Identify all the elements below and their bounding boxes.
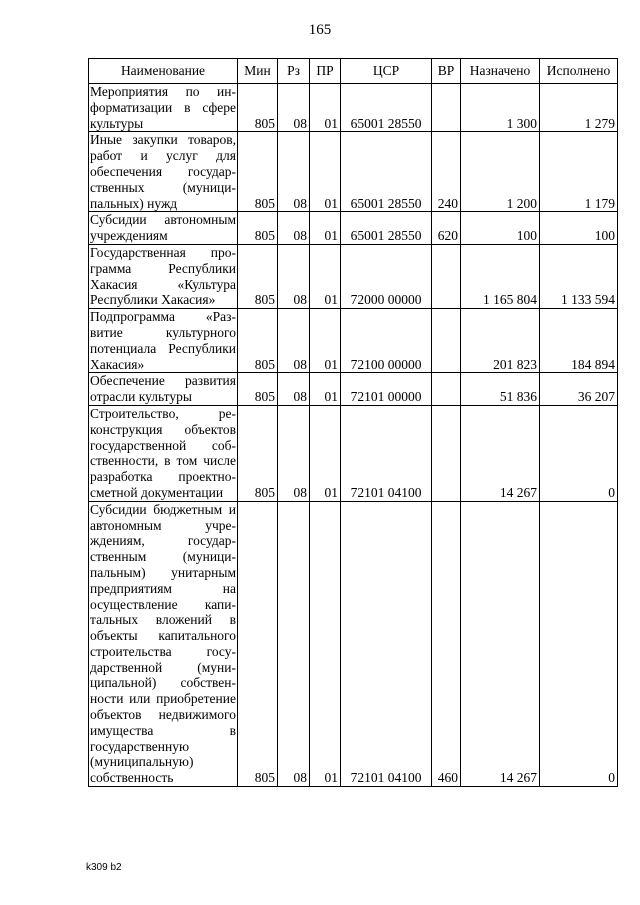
cell-rz: 08 (278, 132, 310, 212)
cell-rz: 08 (278, 501, 310, 786)
footer-code: k309 b2 (86, 862, 122, 873)
cell-vr (432, 405, 461, 501)
column-header-name: Наименование (89, 59, 238, 84)
table-row (89, 212, 618, 245)
cell-name: Субсидии автономным учреждениям (90, 212, 236, 244)
cell-executed: 36 207 (540, 373, 618, 406)
cell-csr: 72101 04100 (341, 405, 432, 501)
cell-min: 805 (238, 373, 278, 406)
cell-vr: 620 (432, 212, 461, 245)
column-header-pr: ПР (310, 59, 341, 84)
column-header-csr: ЦСР (341, 59, 432, 84)
cell-assigned: 51 836 (461, 373, 540, 406)
cell-executed: 100 (540, 212, 618, 245)
cell-pr: 01 (310, 132, 341, 212)
cell-executed: 1 179 (540, 132, 618, 212)
budget-table (88, 58, 618, 787)
table-body (89, 84, 618, 787)
cell-rz: 08 (278, 373, 310, 406)
cell-executed: 1 133 594 (540, 244, 618, 308)
table-row (89, 373, 618, 406)
cell-name: Государственная программа Республики Хакасия «Культура Республики Хакасия» (90, 244, 236, 308)
cell-assigned: 201 823 (461, 309, 540, 373)
column-header-min: Мин (238, 59, 278, 84)
cell-name: Подпрограмма «Развитие культурного потенциала Республики Хакасия» (90, 309, 236, 372)
cell-min: 805 (238, 405, 278, 501)
column-header-rz: Рз (278, 59, 310, 84)
cell-vr (432, 373, 461, 406)
cell-vr: 240 (432, 132, 461, 212)
cell-vr (432, 309, 461, 373)
cell-executed: 1 279 (540, 84, 618, 132)
cell-csr: 72101 00000 (341, 373, 432, 406)
table-row (89, 309, 618, 373)
table-header-row (89, 59, 618, 84)
cell-csr: 72100 00000 (341, 309, 432, 373)
cell-pr: 01 (310, 405, 341, 501)
cell-min: 805 (238, 309, 278, 373)
cell-assigned: 14 267 (461, 405, 540, 501)
table-row (89, 84, 618, 132)
cell-min: 805 (238, 132, 278, 212)
cell-pr: 01 (310, 501, 341, 786)
cell-vr (432, 244, 461, 308)
cell-csr: 65001 28550 (341, 212, 432, 245)
cell-name: Иные закупки товаров, работ и услуг для обеспечения государственных (муниципальных) нужд (90, 132, 236, 211)
cell-rz: 08 (278, 84, 310, 132)
cell-name: Обеспечение развития отрасли культуры (90, 373, 236, 405)
cell-assigned: 100 (461, 212, 540, 245)
cell-csr: 65001 28550 (341, 132, 432, 212)
cell-pr: 01 (310, 309, 341, 373)
cell-vr: 460 (432, 501, 461, 786)
cell-min: 805 (238, 212, 278, 245)
table-row (89, 501, 618, 786)
cell-assigned: 1 300 (461, 84, 540, 132)
cell-pr: 01 (310, 373, 341, 406)
cell-csr: 65001 28550 (341, 84, 432, 132)
cell-assigned: 1 200 (461, 132, 540, 212)
cell-executed: 0 (540, 405, 618, 501)
cell-rz: 08 (278, 244, 310, 308)
column-header-assigned: Назначено (461, 59, 540, 84)
cell-vr (432, 84, 461, 132)
column-header-vr: ВР (432, 59, 461, 84)
cell-min: 805 (238, 84, 278, 132)
cell-csr: 72101 04100 (341, 501, 432, 786)
cell-name: Мероприятия по информатизации в сфере культуры (90, 84, 236, 131)
cell-min: 805 (238, 244, 278, 308)
page-number: 165 (308, 22, 332, 38)
cell-assigned: 14 267 (461, 501, 540, 786)
cell-executed: 0 (540, 501, 618, 786)
cell-rz: 08 (278, 405, 310, 501)
cell-name: Субсидии бюджетным и автономным учреждениям, государственным (муниципальным) унитарным предприятиям на осуществление капитальных вложений в объекты капитального строительства государственной (муниципальной) собственности или приобретение объектов недвижимого имущества в государственную (муниципальную) собственность (90, 501, 236, 786)
cell-assigned: 1 165 804 (461, 244, 540, 308)
cell-pr: 01 (310, 84, 341, 132)
cell-name: Строительство, реконструкция объектов государственной собственности, в том числе разработка проектно-сметной документации (90, 405, 236, 500)
table-row (89, 244, 618, 308)
cell-rz: 08 (278, 309, 310, 373)
cell-min: 805 (238, 501, 278, 786)
cell-pr: 01 (310, 244, 341, 308)
column-header-executed: Исполнено (540, 59, 618, 84)
cell-csr: 72000 00000 (341, 244, 432, 308)
cell-executed: 184 894 (540, 309, 618, 373)
cell-rz: 08 (278, 212, 310, 245)
cell-pr: 01 (310, 212, 341, 245)
table-row (89, 405, 618, 501)
table-row (89, 132, 618, 212)
